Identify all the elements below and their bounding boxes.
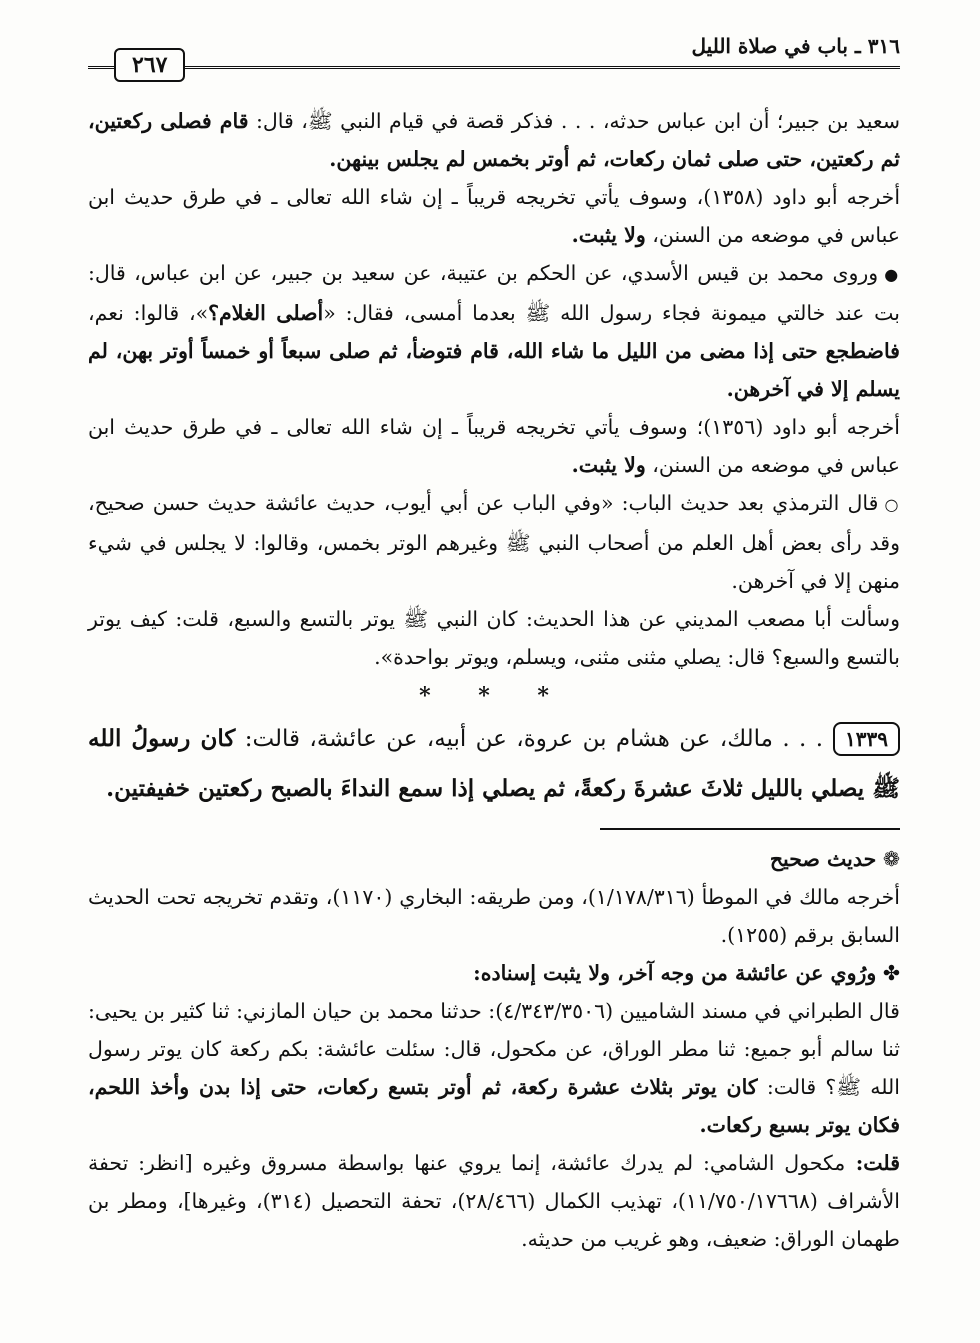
page-number: ٢٦٧ — [114, 48, 185, 82]
hadith: ١٣٣٩. . . مالك، عن هشام بن عروة، عن أبيه، عن عائشة، قالت: كان رسولُ الله ﷺ يصلي بالليل ثلاثَ عشرةَ ركعةً، ثم يصلي إذا سمع النداءَ بالصبح ركعتين خفيفتين. — [88, 714, 900, 814]
footnote-divider — [600, 828, 900, 830]
paragraph: سعيد بن جبير؛ أن ابن عباس حدثه، . . . فذكر قصة في قيام النبي ﷺ، قال: قام فصلى ركعتين، ثم ركعتين، حتى صلى ثمان ركعات، ثم أوتر بخمس لم يجلس بينهن. — [88, 109, 900, 171]
paragraph: أخرجه أبو داود (١٣٥٦)؛ وسوف يأتي تخريجه قريباً ـ إن شاء الله تعالى ـ في طرق حديث ابن عباس في موضعه من السنن، ولا يثبت. — [88, 415, 900, 477]
header-rule — [88, 66, 900, 69]
running-title: ٣١٦ ـ باب في صلاة الليل — [691, 34, 900, 58]
footnote: ✤ ورُوي عن عائشة من وجه آخر، ولا يثبت إسناده: — [473, 961, 900, 985]
flower-icon: ❁ — [882, 847, 900, 871]
ornament-icon: ✤ — [882, 961, 900, 985]
footnote-divider-wrap — [88, 814, 900, 840]
circle-bullet-icon: ○ — [884, 495, 900, 514]
paragraph: أخرجه أبو داود (١٣٥٨)، وسوف يأتي تخريجه قريباً ـ إن شاء الله تعالى ـ في طرق حديث ابن عباس في موضعه من السنن، ولا يثبت. — [88, 185, 901, 247]
paragraph: وسألت أبا مصعب المديني عن هذا الحديث: كان النبي ﷺ يوتر بالتسع والسبع، قلت: كيف يوتر بالتسع والسبع؟ قال: يصلي مثنى مثنى، ويسلم، ويوتر بواحدة». — [88, 607, 900, 669]
footnote: قلت: مكحول الشامي: لم يدرك عائشة، إنما يروي عنها بواسطة مسروق وغيره [انظر: تحفة الأشراف (١١/٧٥٠/١٧٦٦٨)، تهذيب الكمال (٢٨/٤٦٦)، تحفة التحصيل (٣١٤)، وغيرها]، ومطر بن طهمان الوراق: ضعيف، وهو غريب من حديثه. — [88, 1151, 901, 1251]
bullet-icon: ● — [884, 265, 901, 284]
grade: ❁ حديث صحيح — [769, 847, 900, 871]
footnote: أخرجه مالك في الموطأ (١/١٧٨/٣١٦)، ومن طريقه: البخاري (١١٧٠)، وتقدم تخريجه تحت الحديث السابق برقم (١٢٥٥). — [88, 885, 900, 947]
footnote: قال الطبراني في مسند الشاميين (٤/٣٤٣/٣٥٠٦): حدثنا محمد بن حيان المازني: ثنا كثير بن يحيى: ثنا سالم أبو جميع: ثنا مطر الوراق، عن مكحول، قال: سئلت عائشة: بكم ركعة كان يوتر رسول الله ﷺ؟ قالت: كان يوتر بثلاث عشرة ركعة، ثم أوتر بتسع ركعات، حتى إذا بدن وأخذ اللحم، فكان يوتر بسبع ركعات. — [88, 999, 900, 1137]
book-page — [88, 28, 900, 1328]
paragraph: ○قال الترمذي بعد حديث الباب: «وفي الباب عن أبي أيوب، حديث عائشة حديث حسن صحيح، وقد رأى بعض أهل العلم من أصحاب النبي ﷺ وغيرهم الوتر بخمس، وقالوا: لا يجلس في شيء منهن إلا في آخرهن. — [88, 491, 900, 593]
paragraph: ●وروى محمد بن قيس الأسدي، عن الحكم بن عتيبة، عن سعيد بن جبير، عن ابن عباس، قال: بت عند خالتي ميمونة فجاء رسول الله ﷺ بعدما أمسى، فقال: «أصلى الغلام؟»، قالوا: نعم، فاضطجع حتى إذا مضى من الليل ما شاء الله، قام فتوضأ، ثم صلى سبعاً أو خمساً أوتر بهن، لم يسلم إلا في آخرهن. — [88, 261, 901, 401]
section-separator: * * * — [419, 683, 569, 709]
hadith-number: ١٣٣٩ — [833, 722, 900, 756]
main-text — [88, 102, 900, 1258]
page-header — [88, 28, 900, 88]
